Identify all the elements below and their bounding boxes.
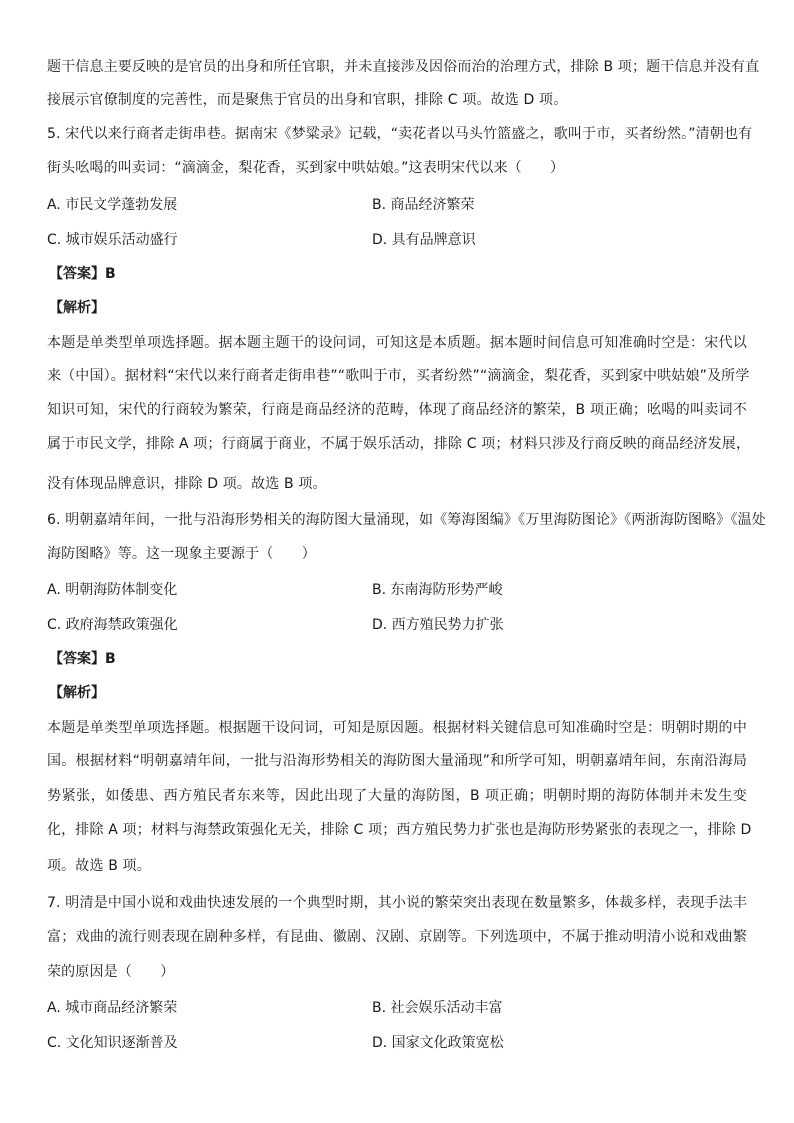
q6-option-a: A. 明朝海防体制变化	[47, 582, 178, 598]
q5-analysis-line: 来（中国）。据材料“宋代以来行商者走街串巷”“歌叫于市，买者纷然”“滴滴金，梨花香，买到家中哄姑娘”及所学	[47, 368, 750, 384]
q6-analysis-line: 势紧张，如倭患、西方殖民者东来等，因此出现了大量的海防图，B 项正确；明朝时期的海防体制并未发生变	[47, 788, 747, 804]
q7-stem-line: 富；戏曲的流行则表现在剧种多样，有昆曲、徽剧、汉剧、京剧等。下列选项中，不属于推动明清小说和戏曲繁	[47, 929, 747, 945]
q5-stem-line: 街头吆喝的叫卖词：“滴滴金，梨花香，买到家中哄姑娘。”这表明宋代以来（ ）	[47, 160, 565, 176]
q5-option-b: B. 商品经济繁荣	[372, 197, 475, 213]
q5-analysis-line: 没有体现品牌意识，排除 D 项。故选 B 项。	[47, 476, 327, 492]
q5-stem-line: 5. 宋代以来行商者走街串巷。据南宋《梦粱录》记载，“卖花者以马头竹篮盛之，歌叫于市，买者纷然。”清朝也有	[47, 126, 753, 142]
q7-stem-line: 荣的原因是（ ）	[47, 964, 175, 980]
q7-option-a: A. 城市商品经济繁荣	[47, 1000, 178, 1016]
q5-option-c: C. 城市娱乐活动盛行	[47, 232, 178, 248]
q6-option-b: B. 东南海防形势严峻	[372, 582, 503, 598]
q6-analysis-line: 项。故选 B 项。	[47, 858, 151, 874]
q5-analysis-line: 本题是单类型单项选择题。据本题主题干的设问词，可知这是本质题。据本题时间信息可知准确时空是：宋代以	[47, 335, 747, 351]
q5-option-a: A. 市民文学蓬勃发展	[47, 197, 178, 213]
q5-analysis-line: 知识可知，宋代的行商较为繁荣，行商是商品经济的范畴，体现了商品经济的繁荣，B 项正确；吆喝的叫卖词不	[47, 402, 747, 418]
q6-stem-line: 6. 明朝嘉靖年间，一批与沿海形势相关的海防图大量涌现，如《筹海图编》《万里海防图论》《两浙海防图略》《温处	[47, 512, 766, 528]
q7-option-b: B. 社会娱乐活动丰富	[372, 1000, 503, 1016]
q6-stem-line: 海防图略》等。这一现象主要源于（ ）	[47, 546, 316, 562]
q5-analysis-line: 属于市民文学，排除 A 项；行商属于商业，不属于娱乐活动，排除 C 项；材料只涉及行商反映的商品经济发展，	[47, 436, 751, 452]
q7-option-c: C. 文化知识逐渐普及	[47, 1035, 178, 1051]
prev-analysis-line: 题干信息主要反映的是官员的出身和所任官职，并未直接涉及因俗而治的治理方式，排除 B 项；题干信息并没有直	[47, 59, 760, 75]
q6-analysis-line: 化，排除 A 项；材料与海禁政策强化无关，排除 C 项；西方殖民势力扩张也是海防形势紧张的表现之一，排除 D	[47, 822, 752, 838]
q7-option-d: D. 国家文化政策宽松	[372, 1035, 504, 1051]
q5-answer: 【答案】B	[49, 266, 116, 282]
q6-analysis-line: 国。根据材料“明朝嘉靖年间，一批与沿海形势相关的海防图大量涌现”和所学可知，明朝嘉靖年间，东南沿海局	[47, 753, 747, 769]
prev-analysis-line: 接展示官僚制度的完善性，而是聚焦于官员的出身和官职，排除 C 项。故选 D 项。	[47, 92, 568, 108]
q6-analysis-label: 【解析】	[49, 685, 105, 701]
q7-stem-line: 7. 明清是中国小说和戏曲快速发展的一个典型时期，其小说的繁荣突出表现在数量繁多，体裁多样，表现手法丰	[47, 895, 747, 911]
q6-option-d: D. 西方殖民势力扩张	[372, 617, 504, 633]
q5-analysis-label: 【解析】	[49, 300, 105, 316]
q6-analysis-line: 本题是单类型单项选择题。根据题干设问词，可知是原因题。根据材料关键信息可知准确时空是：明朝时期的中	[47, 720, 747, 736]
q6-answer: 【答案】B	[49, 651, 116, 667]
q5-option-d: D. 具有品牌意识	[372, 232, 476, 248]
q6-option-c: C. 政府海禁政策强化	[47, 617, 178, 633]
